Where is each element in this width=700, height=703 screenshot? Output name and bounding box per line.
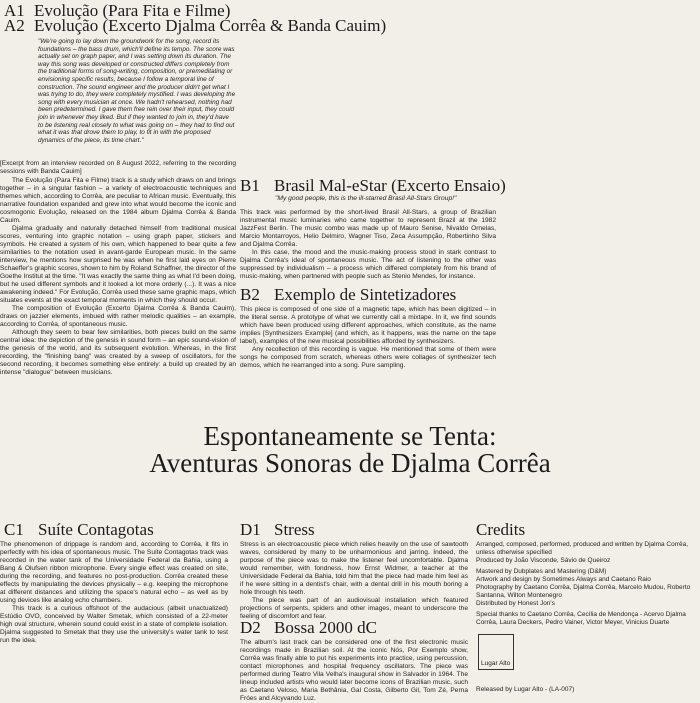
track-number: C1 <box>4 520 24 539</box>
track-a2-heading <box>4 17 464 35</box>
a-body-paragraph: Although they seem to bear few similarities, both pieces build on the same central idea: the depiction of the genesis in sound form – an epic sound-vision of the genesis of the world, and its subsequent evolution. Whereas, in the first recording, the "finishing bang" was created by a sweep of oscillators, for the second recording, it becomes something else entirely: a build up created by an intense "dialogue" between musicians. <box>0 329 236 376</box>
d1-body <box>240 541 468 621</box>
track-title: Suíte Contagotas <box>38 520 154 539</box>
d1-body-paragraph: Stress is an electroacoustic piece which relies heavily on the use of sawtooth waves, considered by many to be unharmonious and jarring. Indeed, the purpose of the piece was to make the listener feel uncomfortable. Djalma would remember, with fondness, how Ernst Widmer, a teacher at the Universidade Federal da Bahia, told him that the piece had made him feel as if he were sitting in a dentist's chair, with a dental drill in his mouth boring a hole through his teeth. <box>240 541 468 596</box>
released-by: Released by Lugar Alto - (LA-007) <box>476 686 575 693</box>
track-b2-heading <box>240 286 640 304</box>
track-number: B1 <box>240 176 260 195</box>
d2-body-paragraph: The album's last track can be considered one of the first electronic music recordings made in Brazilian soil. At the iconic Nós, Por Exemplo show, Corrêa was finally able to put his experiments into practice, using percussion, contact microphones and hospital frequency oscillators. The piece was performed during Teatro Vila Velha's inaugural show in Salvador in 1964. The lineup included artists who would later become icons of Brazilian music, such as Caetano Veloso, Maria Bethânia, Gal Costa, Gilberto Gil, Tom Zé, Perna Fróes and Alcyvando Luz. <box>240 639 468 702</box>
credits-line: Artwork and design by Sometimes Always and Caetano Raio <box>476 576 651 584</box>
track-title: Brasil Mal-eStar (Excerto Ensaio) <box>274 176 506 195</box>
a-body-paragraph: The Evolução (Para Fita e Filme) track is a study which draws on and brings together – in a singular fashion – a variety of electroacoustic techniques and themes which, according to Corrêa, are peculiar to African music. Eventually, this narrative foundation expanded and grew into what would become the iconic and cosmogonic Evolução, released on the 1984 album Djalma Corrêa & Banda Cauim. <box>0 177 236 224</box>
credits-line: Special thanks to Caetano Corrêa, Cecília de Mendonça - Acervo Djalma Corrêa, Laura Deckers, Pedro Vainer, Victor Meyer, Vinicius Duarte <box>476 611 686 627</box>
c1-body-paragraph: This track is a curious offshoot of the audacious (albeit unactualized) Estúdio OVO, conceived by Walter Smetak, which consisted of a 22-meter high oval structure, wherein sound could exist in a state of complete isolation. Djalma suggested to Smetak that they use the university's water tank to test run the idea. <box>0 605 228 644</box>
track-number: A1 <box>4 1 25 20</box>
track-title: Evolução (Para Fita e Filme) <box>34 1 231 20</box>
track-number: D1 <box>240 520 261 539</box>
b2-body-paragraph: This piece is composed of one side of a magnetic tape, which has been digitized – in the literal sense. A prototype of what we currently call a mixtape. In it, we find sounds which have been produced using different approaches, which constitute, as the name implies [Synthesizers Example] (and which, as it happens, was the name on the tape label), examples of the new musical possibilities afforded by synthesizers. <box>240 306 496 345</box>
d2-body <box>240 639 468 703</box>
b1-body-paragraph: In this case, the mood and the music-making process stood in stark contrast to Djalma Corrêa's ideal of spontaneous music. The act of listening to the other was suppressed by individualism – a process which differed completely from his brand of music-making, when partnered with people such as Stenio Mendes, for instance. <box>240 249 496 280</box>
credits-line: Photography by Caetano Corrêa, Djalma Corrêa, Marcelo Mudou, Roberto Santanna, Wilton Montenegro <box>476 583 691 599</box>
credits-line: Mastered by Dubplates and Mastering (D&M) <box>476 568 607 576</box>
c1-body <box>0 541 228 645</box>
album-title-line: Espontaneamente se Tenta: <box>203 421 497 451</box>
a-body <box>0 177 236 377</box>
credits-line: Produced by João Visconde, Sávio de Queiroz <box>476 556 611 564</box>
track-number: D2 <box>240 618 261 637</box>
b1-body <box>240 209 496 281</box>
track-number: A2 <box>4 16 25 35</box>
d1-body-paragraph: The piece was part of an audiovisual installation which featured projections of serpents, spiders and other images, meant to underscore the feeling of discomfort and fear. <box>240 597 468 620</box>
a-quote: "We're going to lay down the groundwork for the song, record its foundations – the bass drum, which'll define its tempo. The score was actually set on graph paper, and I was setting down its duration. The way this song was developed or constructed differs completely from the traditional forms of song-writing, composition, or premeditating or envisioning specific results, because I follow a temporal line of construction. The sound engineer and the producer didn't get what I was trying to do, they were completely mystified. I was developing the song with every musician at once. We hadn't rehearsed, nothing had been predetermined. I gave them free rein over their input, they could join in whenever they liked. But if they wanted to join in, they'd have to be listening real closely to what was going on – they had to find out what it was that drove them to play, to fit in with the proposed dynamics of the piece, its time chart." <box>38 38 236 144</box>
track-number: B2 <box>240 285 260 304</box>
credits-line: Distributed by Honest Jon's <box>476 599 555 607</box>
b1-quote: "My good people, this is the ill-starred Brasil All-Stars Group!" <box>275 195 457 202</box>
album-title-line: Aventuras Sonoras de Djalma Corrêa <box>149 448 551 478</box>
a-excerpt-note: [Excerpt from an interview recorded on 8 August 2022, referring to the recording sessions with Banda Cauim] <box>0 160 236 175</box>
track-d2-heading <box>240 619 470 637</box>
b2-body <box>240 306 496 370</box>
track-title: Stress <box>274 520 315 539</box>
track-title: Evolução (Excerto Djalma Corrêa & Banda Cauim) <box>34 16 387 35</box>
track-c1-heading <box>4 521 234 539</box>
a-body-paragraph: Djalma gradually and naturally detached himself from traditional musical scores, venturing into graphic notation – using graph paper, stickers and symbols. He created a system of his own, which happened to bear quite a few similarities to the notation used in avant-garde European music. In the same interview, he mentions how surprised he was when he first laid eyes on Pierre Schaeffer's graphic scores, shown to him by Roland Schaffner, the director of the Goethe Institut at the time. "It was exactly the same thing as what I'd been doing, but he used different symbols and it looked a lot more orderly (...). It was a nice awakening indeed." For Evolução, Corrêa used these same graphic maps, which situates events at the exact temporal moments in which they should occur. <box>0 225 236 304</box>
c1-body-paragraph: The phenomenon of drippage is random and, according to Corrêa, it fits in perfectly with his idea of spontaneous music. The Suíte Contagotas track was recorded in the water tank of the Universidade Federal da Bahia, using a Bang & Olufsen ribbon microphone. Every single effect was created on site, during the recording, and features no post-production. Corrêa created these effects by manipulating the devices physically – e.g. keeping the microphone at different distances and utilizing the space's natural echo – as well as by using devices like analog echo chambers. <box>0 541 228 604</box>
track-title: Bossa 2000 dC <box>274 618 377 637</box>
track-b1-heading <box>240 177 640 195</box>
b1-body-paragraph: This track was performed by the short-lived Brasil All-Stars, a group of Brazilian instrumental music luminaries who came together to represent Brazil at the 1982 JazzFest Berlin. The music combo was made up of Mauro Senise, Nivaldo Ornelas, Marcio Montarroyos, Helio Delmiro, Wagner Tiso, Zeca Assumpção, Robertinho Silva and Djalma Corrêa. <box>240 209 496 248</box>
album-title <box>0 423 700 477</box>
b2-body-paragraph: Any recollection of this recording is vague. He mentioned that some of them were songs he composed from scratch, whereas others were collages of synthesizer tech demos, which he rearranged into a song. Pure sampling. <box>240 346 496 369</box>
logo-text: Lugar Alto <box>481 660 511 667</box>
credits-line: Arranged, composed, performed, produced and written by Djalma Corrêa, unless otherwise specified <box>476 541 689 556</box>
track-title: Exemplo de Sintetizadores <box>274 285 457 304</box>
credits-list <box>476 541 698 631</box>
a-body-paragraph: The composition of Evolução (Excerto Djalma Corrêa & Banda Cauim), draws on jazzier elements, imbued with rather melodic qualities – an example, according to Corrêa, of spontaneous music. <box>0 305 236 328</box>
track-d1-heading <box>240 521 470 539</box>
lugar-alto-logo <box>478 634 514 670</box>
credits-heading: Credits <box>476 520 526 539</box>
